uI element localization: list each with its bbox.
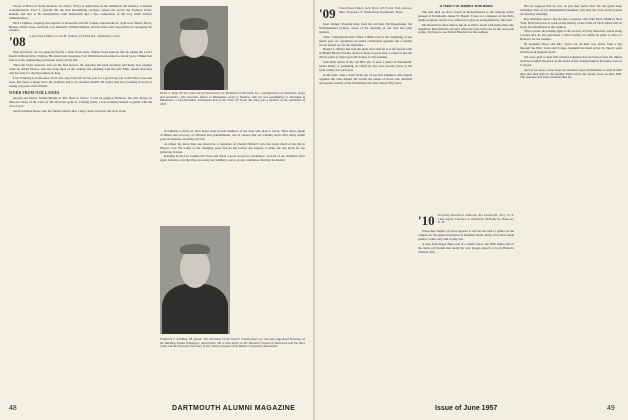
right-column-2 (418, 5, 514, 210)
paragraph: Mr. Bouch has since retired, but he is still in touch with many men who remember him from the old days when the Glee Club was on the road each spring. We hope to see him in Hanover for the reunion. (418, 22, 514, 35)
paragraph: In addition to Fred, we have heard from several members of the class who plan to return. Their letters speak of illness and recovery, of children and grandchildren, and of careers that are winding down after many useful years in business, teaching and law. (160, 130, 305, 141)
paragraph: Fred Schilling is in the news. Fred who says Fred left us last year for a good long trip to the West Coast and back, has been at home since the holidays and is in excellent health. He writes that he is looking forward to seeing everyone at the fiftieth. (9, 75, 152, 88)
paragraph: Tyler Cotton, the leading light of the Society of Early Motorists, sends along a notice that he has purchased a 1912 touring car which he plans to drive to Hanover for the reunion. (520, 29, 622, 42)
class-numeral: '08 (9, 34, 26, 50)
paragraph: Ray Sherman reports that he had a surprise visit from Herb Smith in New York. Herb has been at work on the history of the Class of 1910 which will be ready for distribution at the reunion. (520, 16, 622, 29)
left-column-2 (160, 130, 305, 220)
section-subhead: WORD FROM OUR LADIES (9, 90, 60, 95)
right-column-1 (319, 5, 412, 403)
right-column-3 (520, 5, 622, 403)
paragraph: A note from Roger Hale tells of a winter trip to the West Indies and of the many old friends met along the way. Roger expects to be in Hanover with his wife. (418, 241, 514, 254)
paragraph: Sam Rich writes of his son Bill who is now a junior at Dartmouth. Sam's hobby is gardening, in which he has won several prizes at the local county fair each year. (319, 60, 412, 72)
left-page (0, 0, 313, 420)
paragraph: Dr Kenneth Wood and Mrs. Wood are on their way home from a trip through the Holy Land and Europe. Kenneth has been active in church work and the local hospital board. (520, 42, 622, 54)
running-title: DARTMOUTH ALUMNI MAGAZINE (172, 405, 296, 412)
class-meta: Class Notes Editor, Lewis H. Ackley, 52 Fuller Rd., Waterbury, Conn. (29, 34, 121, 39)
paragraph: At dinner the more than one should be a classmate of Charlie Herbert's who has spent much of his life in Mexico City. He writes of the changing years that he has retired and expects to make the trip north for our gathering in June. (160, 141, 305, 154)
running-title: Issue of June 1957 (435, 405, 498, 412)
photo-caption: Victor L. King '07 has come out of retirement to be President of Deermilk, Inc., manufacturers of chemicals, drugs and synthetics, with executive offices in Manhattan, plant in Nashua, with his own grandfather, is President of Manhattan, a Vice-President, Dartmouth and of the Class '07 Fund. Mr. King was a member of the committee of 1907. (160, 91, 305, 107)
portrait-photo-king (160, 6, 228, 90)
class-meta: Class Notes Editor, Jack Tyler, 147 Forest Trail, Aurora, Ohio. Treasurer, F. Sunderland, Dartmouth, Mass. (338, 6, 412, 14)
class-10-header (418, 214, 514, 227)
paragraph: We were glad to hear that Charles Langdon has recovered from his illness and has resumed his place on the board of the savings bank in his home town of Concord. (520, 54, 622, 67)
class-numeral: '10 (418, 213, 435, 228)
paragraph: Harold C. Barber has sent the great news that he is at the Ocean Club in Miami Beach, Florida, and now feels so good after a winter in the sun that he plans to drive up north in June for the reunion. (319, 47, 412, 60)
right-column-2-lower (418, 212, 514, 404)
paragraph: And as we close, a note from our treasurer urges all members to send in their dues and their gifts to the Alumni Fund before the books close on June 30th. The response has been excellent thus far. (520, 67, 622, 80)
paragraph: In the mail came a letter from one of our first members who helped organize the class dinner. He recalls the names of those who attended and speaks warmly of the friendships that have lasted fifty years. (319, 72, 412, 85)
paragraph: Dick Leighton, stepping the regulars to Rosenthal and Mr Lauper representatives, right now: Benny Berry, Burton, Walter Goss, Gerhardt, Lee Kenneth, William Shmurz, and the men went responsible for arranging the reunion. (9, 20, 152, 33)
paragraph: Men and more. As we expected briefly a letter from some, Walker lived General that he joined the Lord's Ranch in Berrysville, Virginia. His friend and classmate Fred Walsh has been retired to recent years. Walker had followed the engineering profession nearly all his life. (9, 50, 152, 63)
left-column-1 (9, 5, 152, 405)
class-09-header (319, 7, 412, 20)
article-title: It Wasn't All Athletics With Bouch (439, 5, 493, 8)
portrait-photo-schilling (160, 226, 230, 334)
paragraph: Social of Horse in North Andover, he writes: "Forty is eight times in the definition and mastery of ancient contemporaries. Fred S. Lincoln '08, the best hard-hitting 'pardner,' joined the Lord's the Trumpet board. Rankin, and also at the headquarters both Dartmouth and a fine comparison of the very small distinct administration." (9, 5, 152, 20)
paragraph: And from Bess Beese who has finally retired after a long career in social and civic work. (13, 109, 127, 114)
paragraph: What a Dartmouth man! When I think back to the beginning of our junior year, we organized our entire countryside quartets and a roaring crowd turned out for the festivities. (319, 34, 412, 47)
page-number: 49 (607, 405, 615, 412)
class-08-header (9, 35, 152, 48)
paragraph: Dear Johnny: Pleasant lines from the old man. Mr Rosenbaum, the Schistleibuster (Class), wrote of the morning of our first and only reunion. (319, 22, 412, 34)
paragraph: But we suppose that by now as you may notice how the old guard keep returning. One of our distinguished members will lead the Class in the parade on Saturday morning. (520, 5, 622, 16)
paragraph: The best men we have found in Massachusetts is the lifelong music pioneer of Dartmouth, James W. Bouch. It was as a composer of the Delta Alpha program, and he was called on to play an arrangement for the band. (418, 9, 514, 22)
paragraph: Always our friend, Norma Marsh, in 302, Noel Jr. writes: "I will be going to Hanover, but will always be there for many of the Class of '08 who have gone to a lasting home. I was fortunate indeed to gather with the rest of you." (9, 96, 152, 109)
paragraph: Since the Class treasurer sent out the first notices, the response has been excellent and many new pledges came in. Albert Halsey, who has done most of the visiting and planning with his wife Ellie, reports that they will be ready for the big reunion in June. (9, 63, 152, 75)
photo-caption: Frederick T. Schilling '08, former Vice President of the Carrier Construction Co., has been appointed Secretary of the Building Trades Employers' Association. He is also active in the National Council of Steelwork and the Boys Club, and the Executive Secretary of the Citizens League of the Master Carpenters Association. (160, 337, 305, 349)
class-meta: Secretary, Russell A. Sanborn, 501 Cannon Pl., Troy, N. Y. Class Agent, Clarence G. McDavitt, 99 Bank St., Hanover, N. H. (437, 213, 514, 225)
paragraph: When this chapter of news appears it will be our turn to gather on the campus for the annual festivities of Reunion Week. Many of us have made plans to come early and to stay late. (418, 229, 514, 241)
page-number: 48 (9, 405, 17, 412)
right-page (315, 0, 628, 420)
paragraph: Ranking in the last column the Class still holds a good record for attendance. Several of our members have again written to say that they are ready and willing to serve on any committee that may be needed. (160, 154, 305, 163)
class-numeral: '09 (319, 6, 336, 21)
